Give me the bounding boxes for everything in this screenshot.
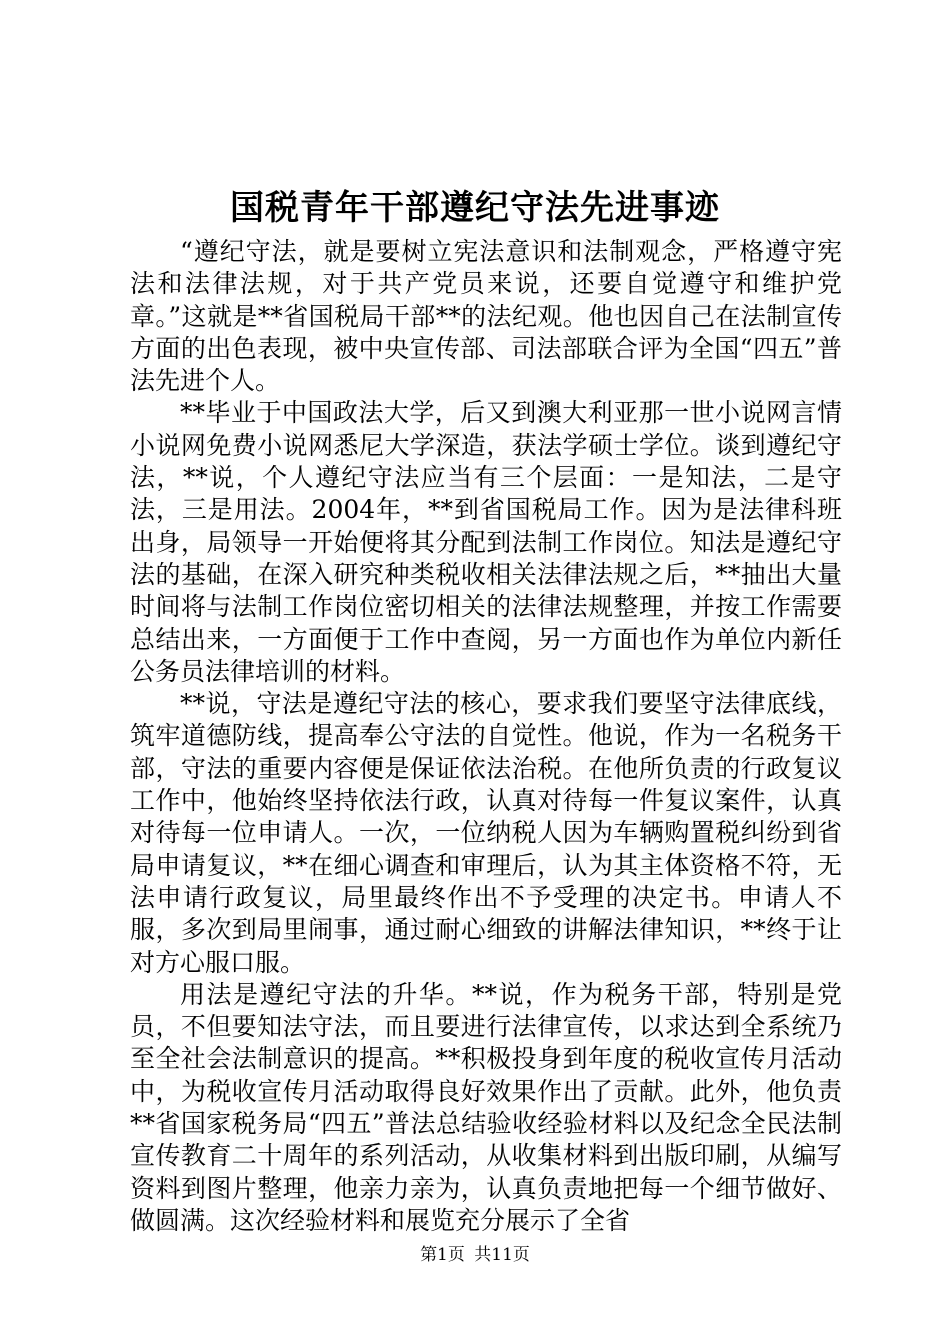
page-number: 第1页 xyxy=(420,1245,465,1265)
page-total: 共11页 xyxy=(474,1245,530,1265)
paragraph-3: **说，守法是遵纪守法的核心，要求我们要坚守法律底线，筑牢道德防线，提高奉公守法的自觉性。他说，作为一名税务干部，守法的重要内容便是保证依法治税。在他所负责的行政复议工作中，他始终坚持依法行政，认真对待每一件复议案件，认真对待每一位申请人。一次，一位纳税人因为车辆购置税纠纷到省局申请复议，**在细心调查和审理后，认为其主体资格不符，无法申请行政复议，局里最终作出不予受理的决定书。申请人不服，多次到局里闹事，通过耐心细致的讲解法律知识，**终于让对方心服口服。 xyxy=(130,689,842,977)
document-title: 国税青年干部遵纪守法先进事迹 xyxy=(230,188,720,228)
paragraph-4: 用法是遵纪守法的升华。**说，作为税务干部，特别是党员，不但要知法守法，而且要进行法律宣传，以求达到全系统乃至全社会法制意识的提高。**积极投身到年度的税收宣传月活动中，为税收宣传月活动取得良好效果作出了贡献。此外，他负责**省国家税务局“四五”普法总结验收经验材料以及纪念全民法制宣传教育二十周年的系列活动，从收集材料到出版印刷，从编写资料到图片整理，他亲力亲为，认真负责地把每一个细节做好、做圆满。这次经验材料和展览充分展示了全省 xyxy=(130,979,842,1235)
paragraph-1: “遵纪守法，就是要树立宪法意识和法制观念，严格遵守宪法和法律法规，对于共产党员来说，还要自觉遵守和维护党章。”这就是**省国税局干部**的法纪观。他也因自己在法制宣传方面的出色表现，被中央宣传部、司法部联合评为全国“四五”普法先进个人。 xyxy=(130,237,842,396)
paragraph-2: **毕业于中国政法大学，后又到澳大利亚那一世小说网言情小说网免费小说网悉尼大学深造，获法学硕士学位。谈到遵纪守法，**说，个人遵纪守法应当有三个层面：一是知法，二是守法，三是用法。2004年，**到省国税局工作。因为是法律科班出身，局领导一开始便将其分配到法制工作岗位。知法是遵纪守法的基础，在深入研究种类税收相关法律法规之后，**抽出大量时间将与法制工作岗位密切相关的法律法规整理，并按工作需要总结出来，一方面便于工作中查阅，另一方面也作为单位内新任公务员法律培训的材料。 xyxy=(130,398,842,686)
page-footer xyxy=(0,1244,950,1266)
document-body xyxy=(130,236,842,1237)
